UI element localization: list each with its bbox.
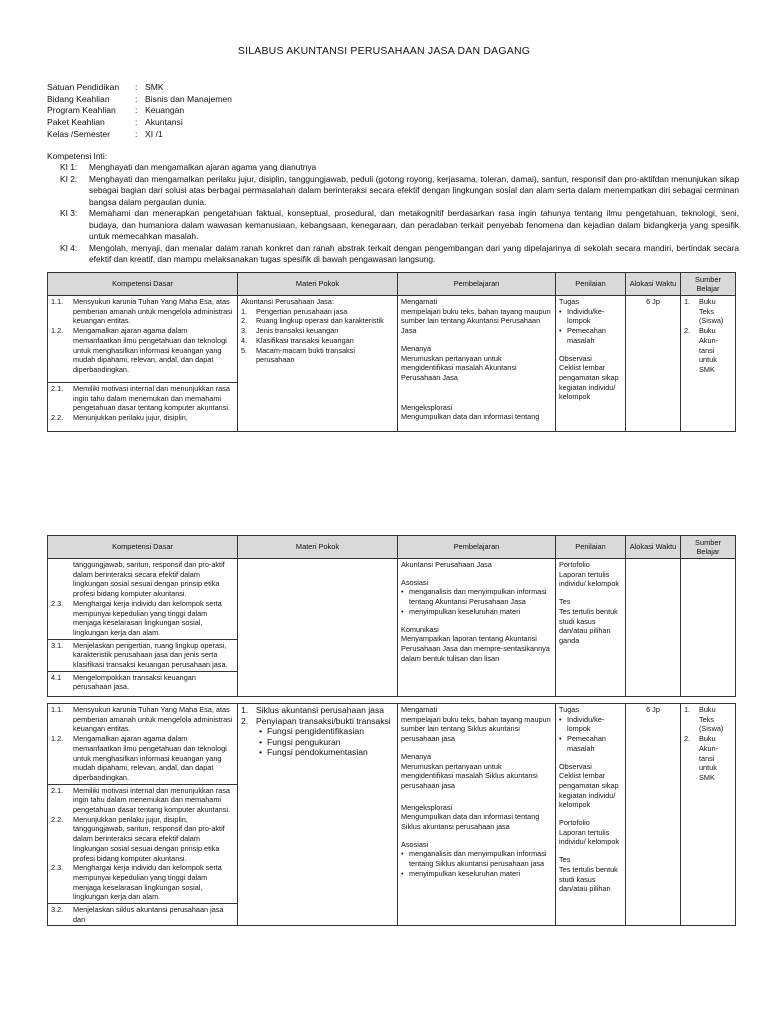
header-pembelajaran: Pembelajaran [398,273,556,296]
header-pembelajaran: Pembelajaran [398,536,556,559]
sumber-cell: 1. Buku Teks (Siswa) 2. Buku Akun-tansi untuk SMK [681,296,736,432]
header-alokasi: Alokasi Waktu [626,536,681,559]
ki-item: KI 2: Menghayati dan mengamalkan perilaku jujur, disiplin, tanggungjawab, peduli (gotong royong, kerjasama, toleran, damai), santun, responsif dan pro-aktifdan menunjukan sikap sebagai bagian dari solusi atas berbagai permasalahan dalam berinteraksi secara efektif dengan lingkungan sosial dan alam serta dalam menempatkan diri sebagai cerminan bangsa dalam pergaulan dunia. [60,174,739,207]
ki-item: KI 3: Memahami dan menerapkan pengetahuan faktual, konseptual, prosedural, dan metakognitif berdasarkan rasa ingin tahunya tentang ilmu pengetahuan, teknologi, seni, budaya, dan humaniora dalam wawasan kemanusiaan, kebangsaan, kenegaraan, dan peradaban terkait penyebab fenomena dan kejadian dalam bidangkerja yang spesifik untuk memecahkan masalah. [60,208,739,242]
header-sumber: Sumber Belajar [681,536,736,559]
table-header-row [48,536,736,559]
ki-item: KI 4: Mengolah, menyaji, dan menalar dalam ranah konkret dan ranah abstrak terkait dengan pengembangan dari yang dipelajarinya di sekolah secara mandiri, bertindak secara efektif dan kreatif, dan mampu melaksanakan tugas spesifik di bawah pengawasan langsung. [60,242,739,265]
identity-label: Satuan Pendidikan [47,82,120,92]
identity-row: Satuan Pendidikan : SMK [47,82,164,92]
materi-cell: 1. Siklus akuntansi perusahaan jasa 2. Penyiapan transaksi/bukti transaksi • Fungsi pengidentifikasian • Fungsi pengukuran • Fungsi pendokumentasian [238,704,398,926]
identity-value: SMK [145,82,164,92]
kd-cell: 1.1. Mensyukuri karunia Tuhan Yang Maha Esa, atas pemberian amanah untuk mengelola administrasi keuangan entitas. 1.2. Mengamalkan ajaran agama dalam memanfaatkan ilmu pengetahuan dan teknologi untuk menghasilkan informasi keuangan yang mudah dipahami, relevan, andal, dan dapat diperbandingkan. 2.1. Memiliki motivasi internal dan menunjukkan rasa ingin tahu dalam menemukan dan memahami pengetahuan dasar tentang komputer akuntansi. 2.2. Menunjukkan perilaku jujur, disiplin, [48,296,238,432]
identity-value: XI /1 [145,128,163,139]
table-row [48,559,736,697]
header-sumber: Sumber Belajar [681,273,736,296]
header-kd: Kompetensi Dasar [48,273,238,296]
identity-label: Program Keahlian [47,105,116,116]
identity-row: Paket Keahlian : Akuntansi [47,117,183,128]
identity-row: Kelas /Semester : XI /1 [47,128,163,139]
identity-row: Bidang Keahlian : Bisnis dan Manajemen [47,93,232,104]
alokasi-cell: 6 Jp [626,296,681,432]
syllabus-table-2 [47,535,736,697]
header-penilaian: Penilaian [556,536,626,559]
table-row [48,704,736,926]
alokasi-cell [626,559,681,697]
ki-heading: Kompetensi Inti: [47,151,108,161]
penilaian-cell: Portofolio Laporan tertulis individu/ kelompok Tes Tes tertulis bentuk studi kasus dan/atau pilihan ganda [556,559,626,697]
header-penilaian: Penilaian [556,273,626,296]
document-title: SILABUS AKUNTANSI PERUSAHAAN JASA DAN DAGANG [237,45,531,57]
header-materi: Materi Pokok [238,273,398,296]
sumber-cell: 1. Buku Teks (Siswa) 2. Buku Akun-tansi untuk SMK [681,704,736,926]
kompetensi-inti [47,151,739,266]
header-materi: Materi Pokok [238,536,398,559]
penilaian-cell: Tugas • Individu/ke-lompok • Pemecahan masalah Observasi Ceklist lembar pengamatan sikap kegiatan individu/ kelompok Portofolio Laporan tertulis individu/ kelompok Tes Tes tertulis bentuk studi kasus dan/atau pilihan [556,704,626,926]
ki-item: KI 1: Menghayati dan mengamalkan ajaran agama yang dianutnya [60,162,317,173]
identity-block [47,82,232,141]
kd-cell: 1.1. Mensyukuri karunia Tuhan Yang Maha Esa, atas pemberian amanah untuk mengelola administrasi keuangan entitas. 1.2. Mengamalkan ajaran agama dalam memanfaatkan ilmu pengetahuan dan teknologi untuk menghasilkan informasi keuangan yang mudah dipahami, relevan, andal, dan dapat diperbandingkan. 2.1. Memiliki motivasi internal dan menunjukkan rasa ingin tahu dalam menemukan dan memahami pengetahuan dasar tentang komputer akuntansi. 2.2. Menunjukkan perilaku jujur, disiplin, tanggungjawab, santun, responsif dan pro-aktif dalam berinteraksi secara efektif dalam lingkungan sosial sesuai dengan prinsip etika profesi bidang komputer akuntansi. 2.3. Menghargai kerja individu dan kelompok serta mempunyai kepedulian yang tinggi dalam menjaga keselarasan lingkungan sosial, lingkungan kerja dan alam. 3.2. Menjelaskan siklus akuntansi perusahaan jasa dan [48,704,238,926]
table-row [48,296,736,432]
pembelajaran-cell: Mengamati mempelajari buku teks, bahan tayang maupun sumber lain tentang Akuntansi Perusahaan Jasa Menanya Merumuskan pertanyaan untuk mengidentifikasi masalah Akuntansi Perusahaan Jasa Mengeksplorasi Mengumpulkan data dan informasi tentang [398,296,556,432]
syllabus-table-1 [47,272,736,432]
identity-value: Keuangan [145,105,185,116]
table-header-row [48,273,736,296]
identity-label: Paket Keahlian [47,117,105,128]
header-kd: Kompetensi Dasar [48,536,238,559]
identity-value: Bisnis dan Manajemen [145,93,232,104]
pembelajaran-cell: Mengamati mempelajari buku teks, bahan tayang maupun sumber lain tentang Siklus akuntansi perusahaan jasa Menanya Merumuskan pertanyaan untuk mengidentifikasi masalah Siklus akuntansi perusahaan jasa Mengeksplorasi Mengumpulkan data dan informasi tentang Siklus akuntansi perusahaan jasa Asosiasi • menganalisis dan menyimpulkan informasi tentang Siklus akuntansi perusahaan jasa • menyimpulkan keseluruhan materi [398,704,556,926]
kd-cell: tanggungjawab, santun, responsif dan pro-aktif dalam berinteraksi secara efektif dalam lingkungan sosial sesuai dengan prinsip etika profesi bidang komputer akuntansi. 2.3. Menghargai kerja individu dan kelompok serta mempunyai kepedulian yang tinggi dalam menjaga keselarasan lingkungan sosial, lingkungan kerja dan alam. 3.1. Menjelaskan pengertian, ruang lingkup operasi, karakteristik perusahaan jasa dan jenis serta klasifikasi transaksi keuangan perusahaan jasa. 4.1 Mengelompokkan transaksi keuangan perusahaan jasa. [48,559,238,697]
identity-row: Program Keahlian : Keuangan [47,105,185,116]
penilaian-cell: Tugas • Individu/ke-lompok • Pemecahan masalah Observasi Ceklist lembar pengamatan sikap kegiatan individu/ kelompok [556,296,626,432]
sumber-cell [681,559,736,697]
header-alokasi: Alokasi Waktu [626,273,681,296]
materi-cell [238,559,398,697]
pembelajaran-cell: Akuntansi Perusahaan Jasa Asosiasi • menganalisis dan menyimpulkan informasi tentang Akuntansi Perusahaan Jasa • menyimpulkan keseluruhan materi Komunikasi Menyampaikan laporan tentang Akuntansi Perusahaan Jasa dan mempre-sentasikannya dalam bentuk tulisan dan lisan [398,559,556,697]
identity-value: Akuntansi [145,117,183,128]
identity-label: Bidang Keahlian [47,93,110,104]
alokasi-cell: 6 Jp [626,704,681,926]
materi-cell: Akuntansi Perusahaan Jasa: 1. Pengertian perusahaan jasa 2. Ruang lingkup operasi dan karakteristik 3. Jenis transaksi keuangan 4. Klasifikasi transaksi keuangan 5. Macam-macam bukti transaksi perusahaan [238,296,398,432]
identity-label: Kelas /Semester [47,128,111,139]
syllabus-table-3 [47,703,736,926]
